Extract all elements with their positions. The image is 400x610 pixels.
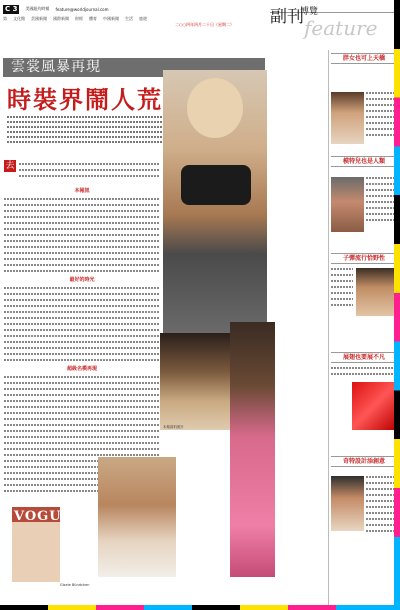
sidebar-text — [366, 476, 394, 536]
sidebar-photo — [352, 382, 396, 430]
text-line — [7, 136, 167, 138]
nav-item: 中國新聞 — [103, 16, 119, 21]
intro-text — [7, 113, 167, 146]
column-divider — [328, 50, 329, 605]
sidebar-head: 胖女也可上天橋 — [331, 53, 397, 64]
text-line — [7, 131, 167, 133]
text-line — [7, 126, 167, 128]
section-english: feature — [304, 16, 378, 40]
subhead: 本報訊 — [74, 188, 90, 194]
photo-caption: Gisele Bündchen — [60, 583, 90, 587]
sidebar-text — [366, 92, 394, 140]
sidebar-text — [366, 177, 394, 225]
text-line — [19, 163, 160, 165]
nav-item: 體育 — [89, 16, 97, 21]
sidebar-photo — [331, 177, 364, 232]
photo-caption: 本報資料照片 — [163, 425, 184, 429]
sidebar-photo — [331, 92, 364, 144]
magazine-cover-title: VOGUE — [14, 509, 73, 524]
drop-cap: 去 — [5, 161, 15, 171]
sidebar-photo — [356, 268, 396, 316]
nav-item: 財經 — [75, 16, 83, 21]
nav-item: 美國新聞 — [31, 16, 47, 21]
sidebar-head: 模特兒也是人類 — [331, 156, 397, 167]
text-line — [7, 121, 167, 123]
subhead: 最好的時光 — [69, 277, 95, 283]
nav-item: 第 — [3, 16, 7, 21]
sidebar-text — [331, 367, 394, 379]
body-column — [19, 163, 160, 181]
contact-email: feature@worldjournal.com — [55, 6, 109, 12]
model-photo-main — [163, 70, 267, 333]
subhead: 超級名模再現 — [66, 366, 97, 372]
section-title: 副刊 — [270, 7, 304, 27]
nav-item: 生活 — [125, 16, 133, 21]
text-line — [19, 169, 160, 171]
sidebar-text — [331, 268, 353, 310]
page-number: C 3 — [5, 4, 18, 13]
kicker: 雲裳風暴再現 — [3, 58, 265, 77]
paper-name: 美國紐約時報 — [25, 6, 50, 11]
sidebar-head: 展翅也要展不凡 — [331, 352, 397, 363]
date-line: 二○○四年四月二十日（星期二） — [175, 22, 234, 27]
text-line — [19, 175, 160, 177]
color-registration-bar — [394, 0, 400, 610]
section-subtitle: 博覽 — [300, 7, 319, 17]
model-photo-2 — [160, 333, 230, 430]
sidebar-head: 奇特設計添創意 — [331, 456, 397, 467]
headline: 時裝界鬧人荒 — [7, 86, 163, 114]
model-photo-pink-dress — [230, 322, 275, 577]
nav-item: 旅遊 — [139, 16, 147, 21]
nav-item: 國際新聞 — [53, 16, 69, 21]
body-column-main — [4, 185, 160, 496]
text-line — [7, 141, 167, 143]
nav-item: 文化館 — [13, 16, 25, 21]
sidebar-photo — [331, 476, 364, 531]
sidebar-head: 子彈流行恰野性 — [331, 253, 397, 264]
section-banner — [270, 2, 398, 47]
bottom-registration-bar — [0, 605, 400, 610]
model-photo-3 — [98, 457, 176, 577]
text-line — [7, 116, 167, 118]
